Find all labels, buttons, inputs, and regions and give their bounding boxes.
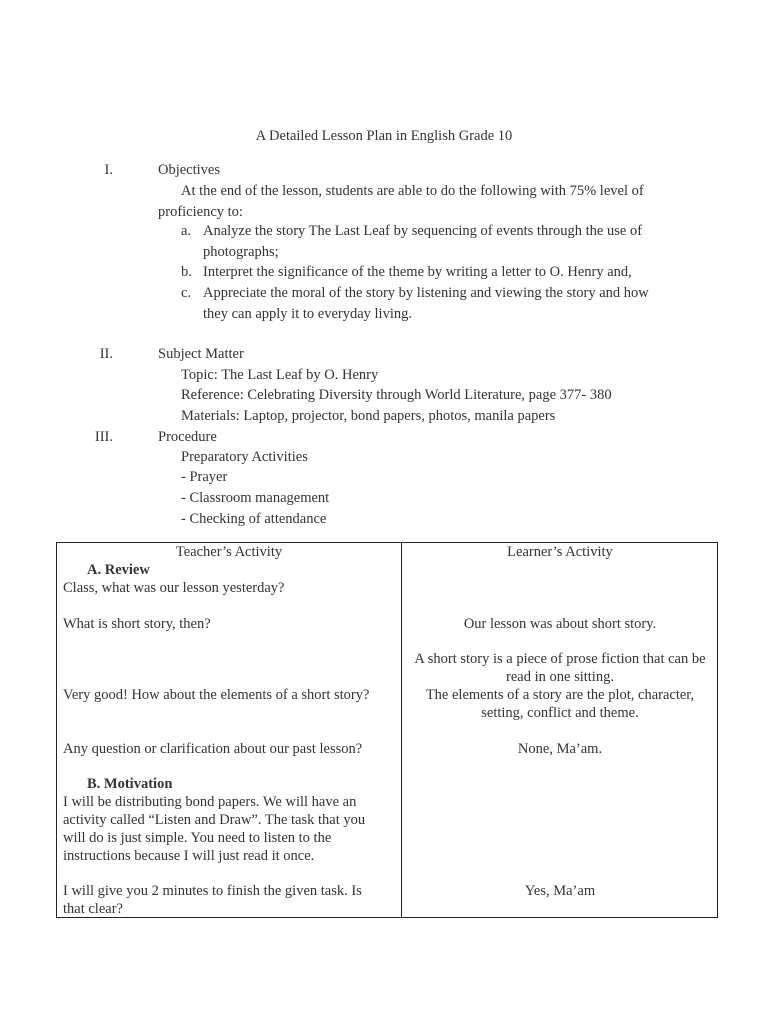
learner-a5: Yes, Ma’am — [524, 883, 596, 899]
section-heading-procedure: Procedure — [158, 429, 217, 445]
section-numeral-subject-matter: II. — [99, 346, 113, 362]
activity-table — [56, 542, 718, 918]
subject-materials: Materials: Laptop, projector, bond papers, photos, manila papers — [181, 408, 556, 424]
teacher-activity-header: Teacher’s Activity — [175, 544, 283, 560]
objectives-intro-line-1: At the end of the lesson, students are able to do the following with 75% level of — [181, 183, 644, 199]
prep-item-classroom-management: - Classroom management — [181, 490, 330, 506]
table-row — [57, 543, 718, 918]
learner-activity-column — [402, 543, 718, 918]
objective-item-a — [181, 221, 671, 263]
objective-text: Analyze the story The Last Leaf by sequencing of events through the use of photographs; — [203, 223, 643, 260]
prep-item-attendance: - Checking of attendance — [181, 511, 327, 527]
objective-text: Appreciate the moral of the story by listening and viewing the story and how they can apply it to everyday living. — [203, 285, 649, 322]
subject-reference: Reference: Celebrating Diversity through World Literature, page 377- 380 — [181, 387, 612, 403]
teacher-q3: Very good! How about the elements of a short story? — [63, 687, 370, 703]
objective-marker: c. — [181, 285, 192, 301]
section-numeral-objectives: I. — [104, 162, 113, 178]
objectives-intro-line-2: proficiency to: — [158, 204, 243, 220]
learner-a3: The elements of a story are the plot, character, setting, conflict and theme. — [425, 687, 695, 721]
objective-text: Interpret the significance of the theme by writing a letter to O. Henry and, — [203, 264, 632, 280]
section-numeral-procedure: III. — [94, 429, 113, 445]
review-heading: A. Review — [87, 562, 150, 578]
motivation-heading: B. Motivation — [87, 776, 173, 792]
learner-a2: A short story is a piece of prose fiction that can be read in one sitting. — [414, 651, 706, 685]
teacher-motivation-time: I will give you 2 minutes to finish the given task. Is that clear? — [63, 883, 362, 917]
teacher-motivation-instructions: I will be distributing bond papers. We will have an activity called “Listen and Draw”. The task that you will do is just simple. You need to listen to the instructions because I will just read it once. — [63, 794, 366, 864]
learner-a1: Our lesson was about short story. — [463, 616, 657, 632]
objective-marker: b. — [181, 264, 192, 280]
teacher-activity-column — [57, 543, 402, 918]
teacher-q1: Class, what was our lesson yesterday? — [63, 580, 285, 596]
teacher-q4: Any question or clarification about our past lesson? — [63, 741, 363, 757]
prep-item-prayer: - Prayer — [181, 469, 228, 485]
objective-item-c — [181, 283, 656, 325]
learner-a4: None, Ma’am. — [517, 741, 603, 757]
preparatory-activities-heading: Preparatory Activities — [181, 449, 308, 465]
learner-activity-header: Learner’s Activity — [507, 544, 613, 560]
section-heading-objectives: Objectives — [158, 162, 221, 178]
teacher-q2: What is short story, then? — [63, 616, 211, 632]
objective-marker: a. — [181, 223, 192, 239]
document-title: A Detailed Lesson Plan in English Grade 10 — [255, 128, 513, 144]
section-heading-subject-matter: Subject Matter — [158, 346, 244, 362]
subject-topic: Topic: The Last Leaf by O. Henry — [181, 367, 379, 383]
objective-item-b — [181, 262, 671, 283]
